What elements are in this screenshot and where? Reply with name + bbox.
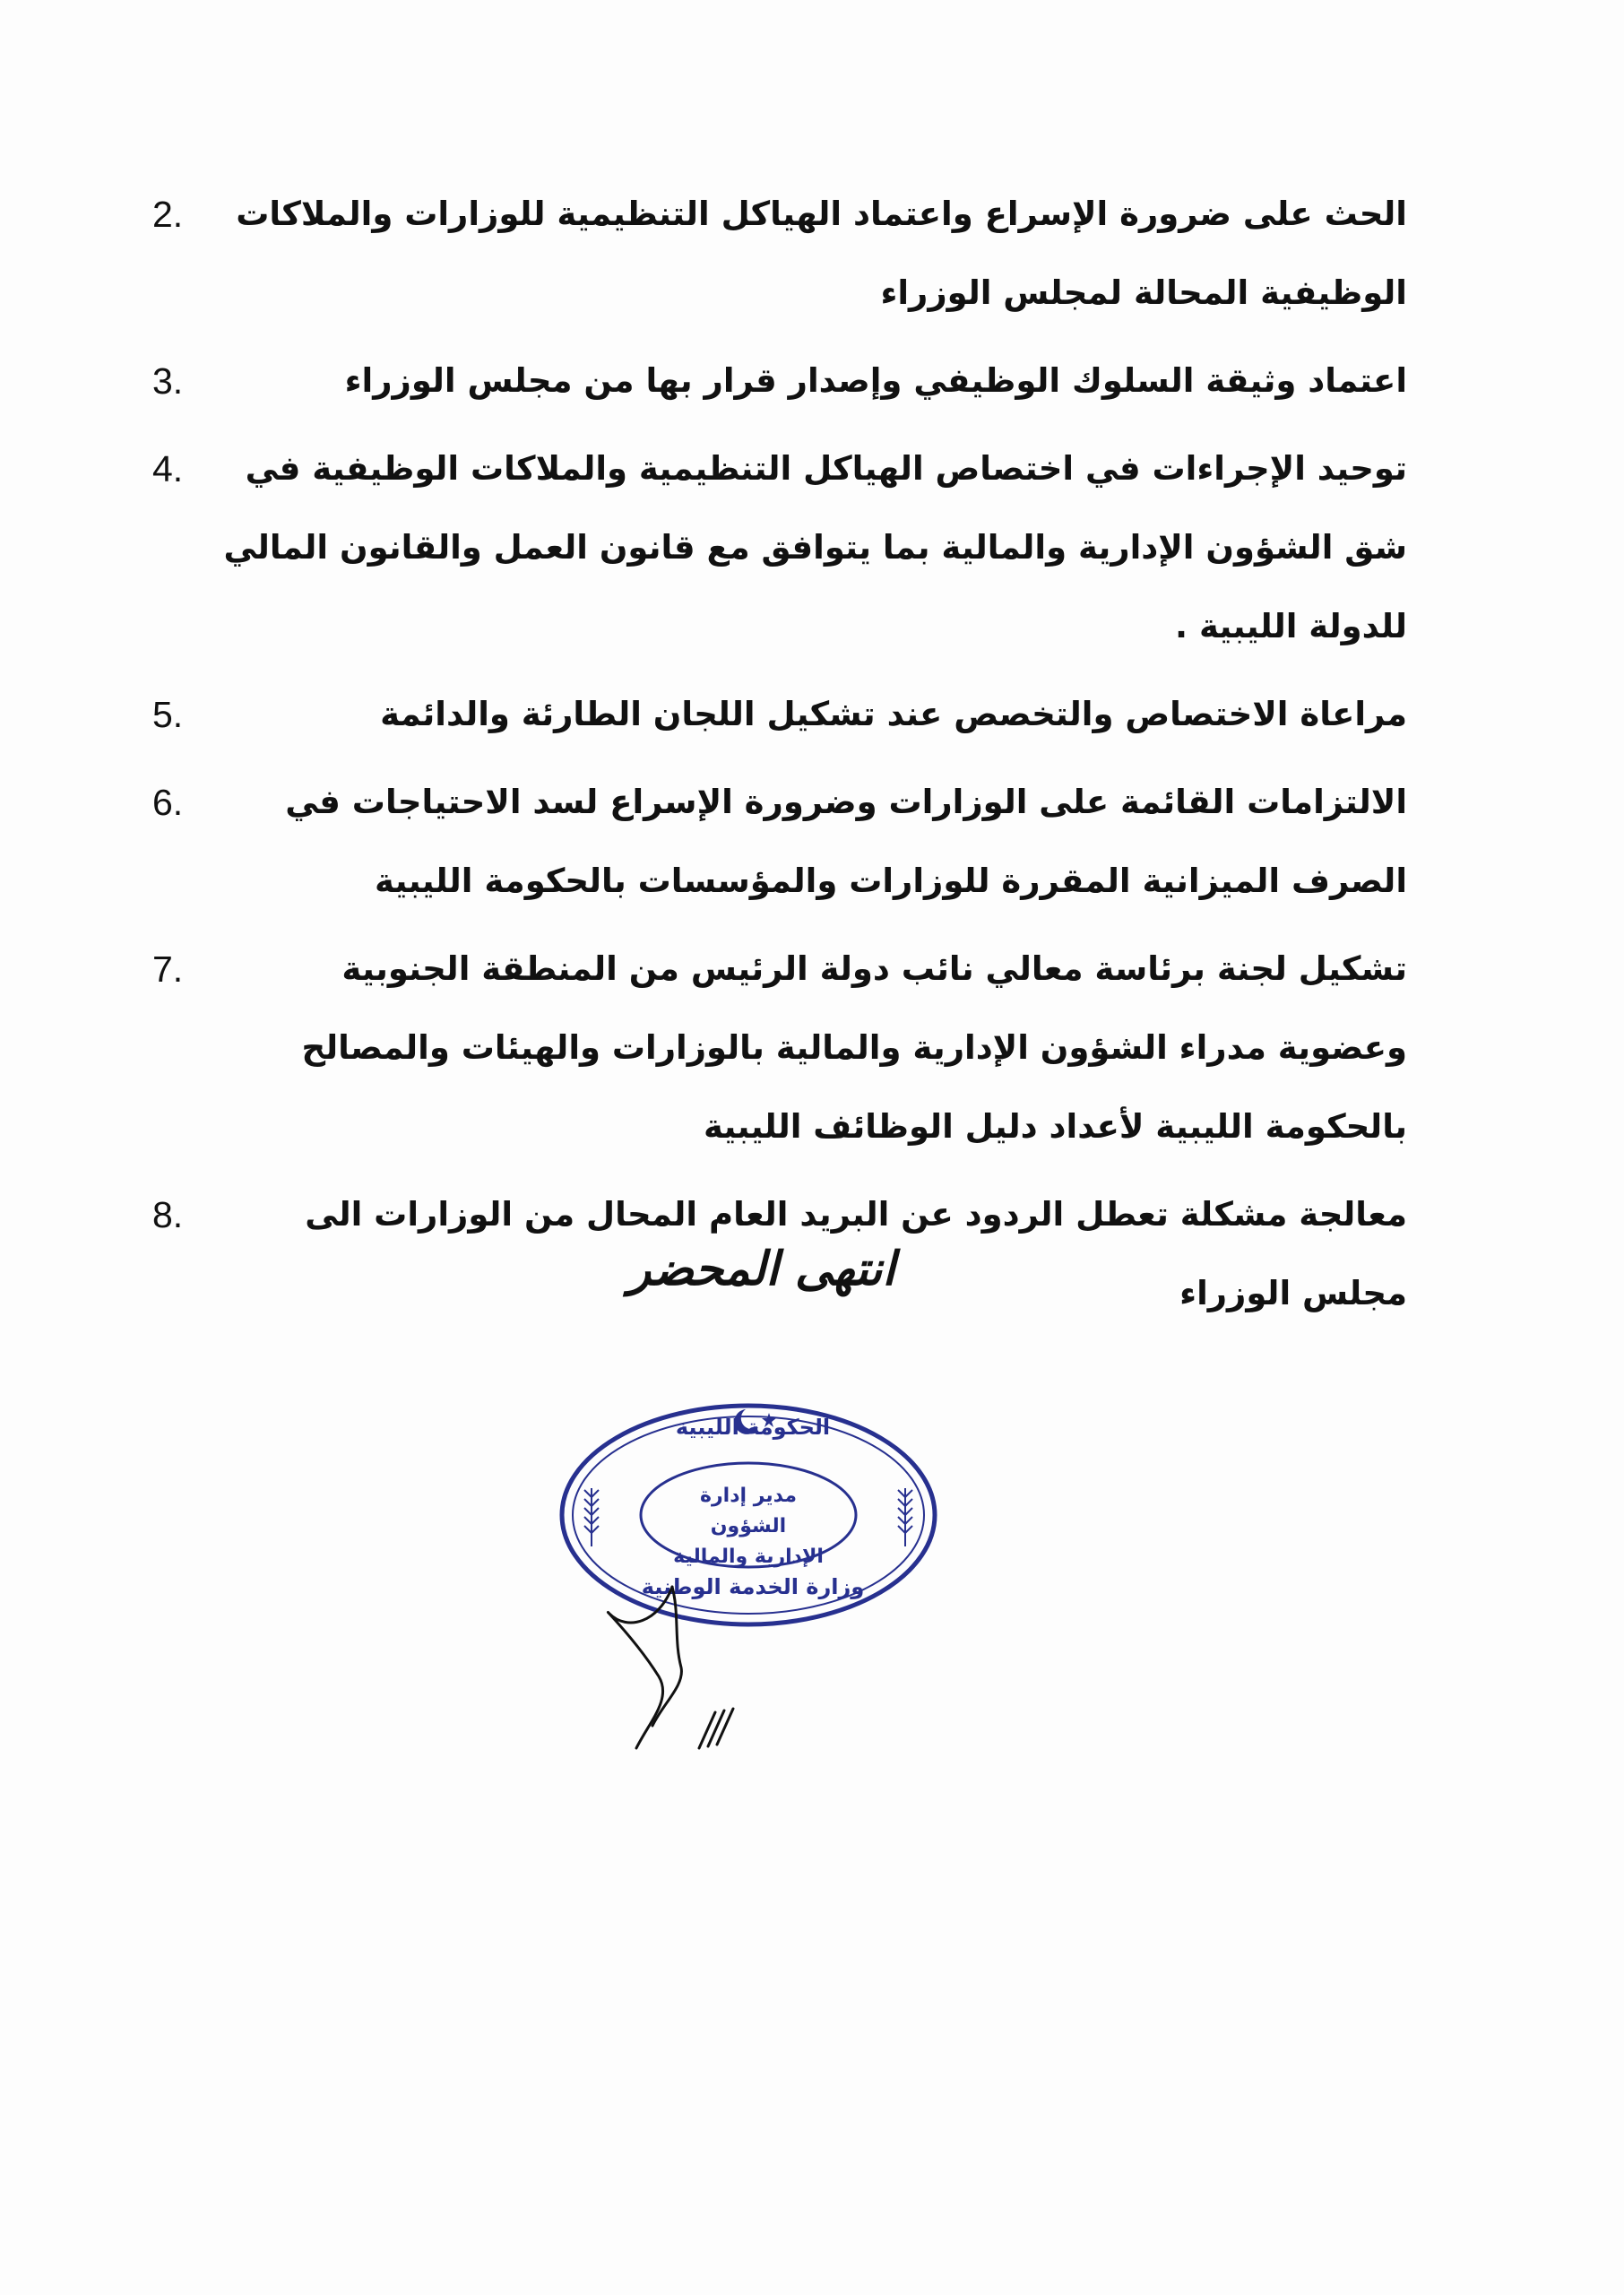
stamp-bottom-text: وزارة الخدمة الوطنية	[641, 1574, 865, 1599]
item-number: 5.	[152, 694, 184, 735]
list-item	[152, 429, 1407, 666]
stamp-line: الإدارية والمالية	[673, 1546, 824, 1568]
item-text: الحث على ضرورة الإسراع واعتماد الهياكل التنظيمية للوزارات والملاكات الوظيفية المحالة لمجلس الوزراء	[236, 195, 1407, 312]
item-number: 2.	[152, 194, 184, 235]
item-text: الالتزامات القائمة على الوزارات وضرورة الإسراع لسد الاحتياجات في الصرف الميزانية المقررة للوزارات والمؤسسات بالحكومة الليبية	[285, 783, 1407, 900]
item-number: 6.	[152, 782, 184, 823]
list-item	[152, 763, 1407, 921]
item-number: 4.	[152, 448, 184, 489]
stamp-line: مدير إدارة الشؤون	[700, 1485, 797, 1537]
list-item	[152, 675, 1407, 754]
item-text: معالجة مشكلة تعطل الردود عن البريد العام المحال من الوزارات الى مجلس الوزراء	[305, 1195, 1407, 1312]
list-item	[152, 342, 1407, 420]
item-number: 8.	[152, 1194, 184, 1235]
item-number: 3.	[152, 360, 184, 402]
list-item	[152, 930, 1407, 1166]
item-number: 7.	[152, 948, 184, 990]
minutes-list	[152, 175, 1407, 1342]
closing-handwritten-note: انتهى المحضر	[628, 1242, 895, 1296]
stamp-center-text	[663, 1481, 834, 1572]
item-text: مراعاة الاختصاص والتخصص عند تشكيل اللجان الطارئة والدائمة	[380, 695, 1407, 733]
list-item	[152, 175, 1407, 333]
stamp-top-text: الحكومة الليبية	[675, 1415, 831, 1440]
item-text: توحيد الإجراءات في اختصاص الهياكل التنظيمية والملاكات الوظيفية في شق الشؤون الإدارية والمالية بما يتوافق مع قانون العمل والقانون المالي للدولة الليبية .	[223, 449, 1407, 645]
handwritten-signature	[574, 1578, 771, 1757]
item-text: اعتماد وثيقة السلوك الوظيفي وإصدار قرار بها من مجلس الوزراء	[344, 361, 1407, 400]
item-text: تشكيل لجنة برئاسة معالي نائب دولة الرئيس من المنطقة الجنوبية وعضوية مدراء الشؤون الإدارية والمالية بالوزارات والهيئات والمصالح بالحكومة الليبية لأعداد دليل الوظائف الليبية	[301, 949, 1407, 1146]
